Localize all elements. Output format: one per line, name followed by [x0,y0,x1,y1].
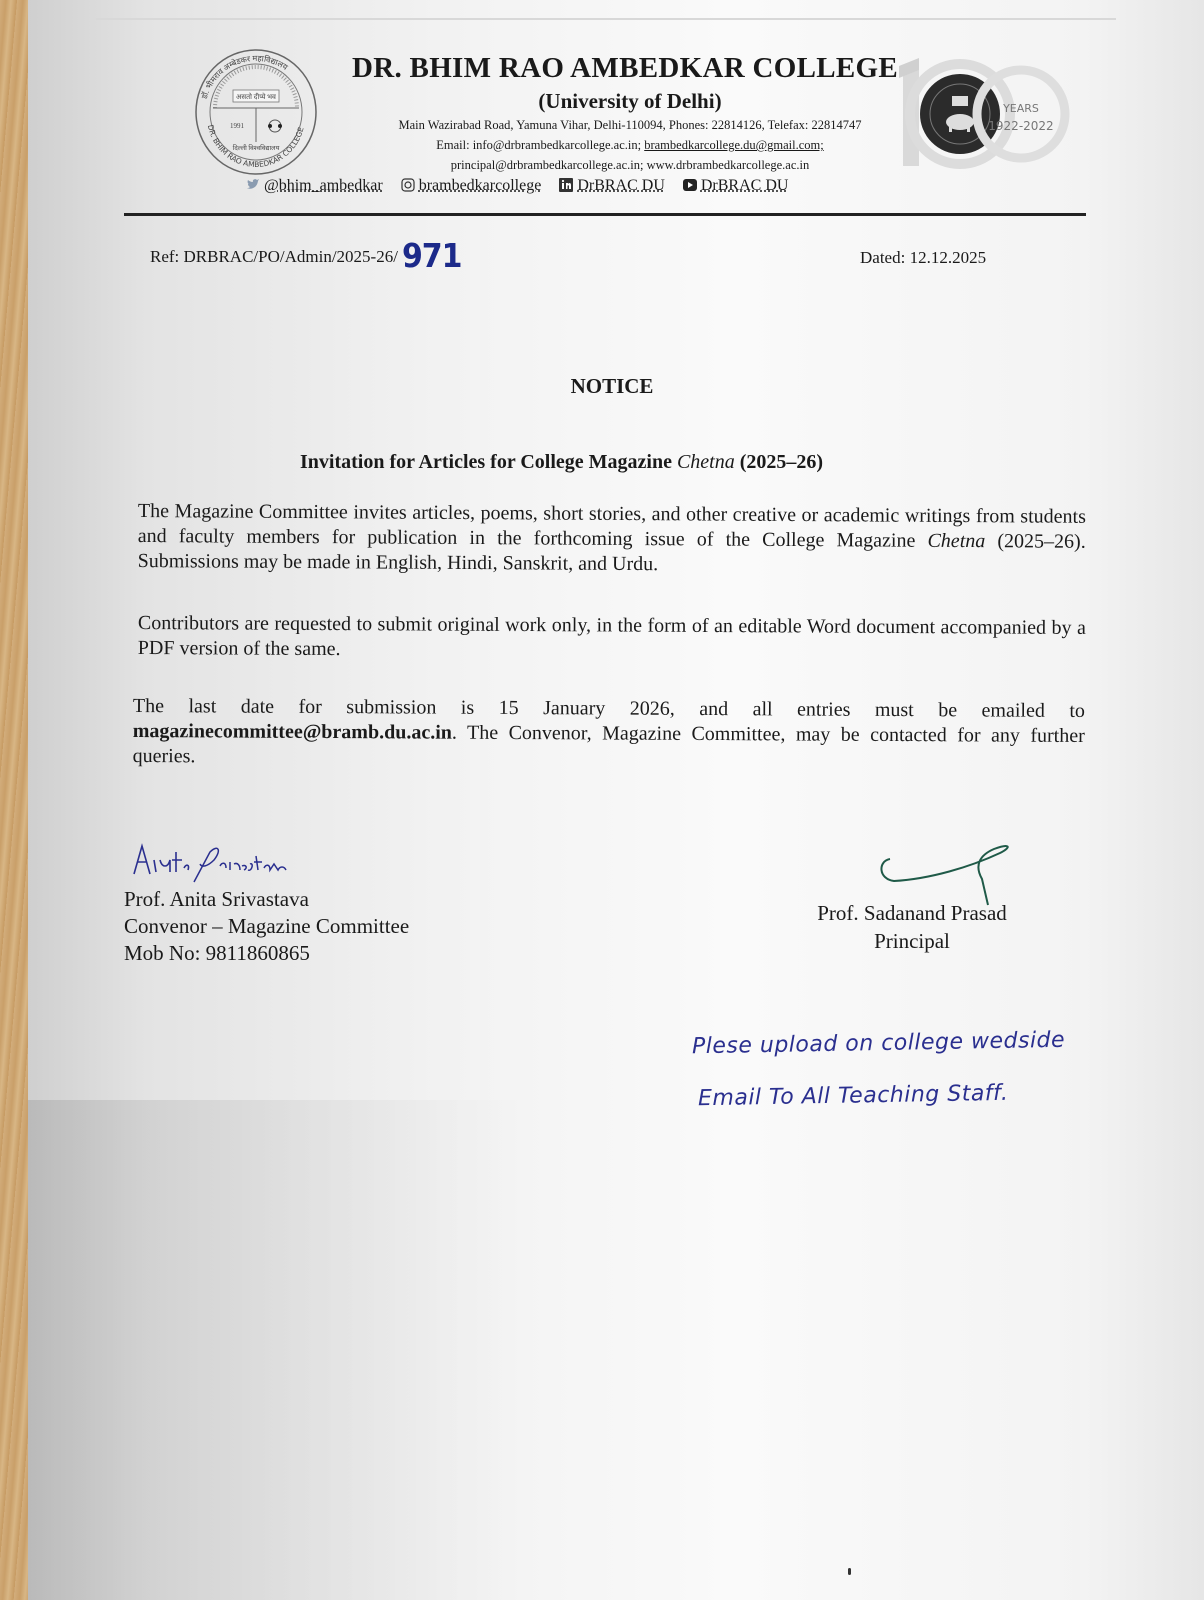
ref-label: Ref: DRBRAC/PO/Admin/2025-26/ [150,247,398,266]
paragraph-format: Contributors are requested to submit original work only, in the form of an editable Word document accompanied by a PDF version of the same. [137,612,1086,661]
centenary-range: 1922-2022 [988,119,1054,133]
twitter-icon [246,178,260,192]
date: Dated: 12.12.2025 [860,248,987,267]
subject-magazine-name: Chetna [676,451,735,473]
seal-university-text: दिल्ली विश्वविद्यालय [232,145,280,152]
para1-text-b: (2025–26). Submissions may be made in English, Hindi, Sanskrit, and Urdu. [137,530,1086,576]
social-linkedin[interactable]: DrBRAC DU [559,177,665,195]
page-top-edge [96,18,1116,20]
college-name: DR. BHIM RAO AMBEDKAR COLLEGE [351,52,899,84]
email-website-line[interactable]: principal@drbrambedkarcollege.ac.in; www.drbrambedkarcollege.ac.in [450,158,810,172]
social-twitter[interactable]: @bhim_ambedkar [246,177,383,195]
notice-heading: NOTICE [570,374,654,398]
linkedin-icon [559,178,573,192]
subject-year: (2025–26) [734,451,824,473]
seal-year: 1991 [230,122,244,130]
instagram-icon [401,178,415,192]
centenary-years-label: YEARS [1003,102,1039,115]
email-alternate-link[interactable]: brambedkarcollege.du@gmail.com; [644,138,824,152]
handwritten-note-line1: Plese upload on college wedside [691,1027,1066,1060]
convenor-block [124,886,409,967]
email-line [330,137,930,154]
para3-text-b: . The Convenor, Magazine Committee, may be contacted for any further queries. [132,721,1085,768]
handwritten-note-line2: Email To All Teaching Staff. [697,1080,1009,1112]
principal-designation: Principal [874,929,950,953]
social-instagram[interactable]: brambedkarcollege [401,177,542,195]
convenor-name: Prof. Anita Srivastava [124,887,309,911]
principal-name: Prof. Sadanand Prasad [817,901,1007,925]
ref-handwritten-number: 971 [401,237,462,276]
email-primary[interactable]: Email: info@drbrambedkarcollege.ac.in; [436,138,645,152]
convenor-mobile: Mob No: 9811860865 [124,941,310,965]
convenor-designation: Convenor – Magazine Committee [124,914,410,938]
address-line: Main Wazirabad Road, Yamuna Vihar, Delhi-110094, Phones: 22814126, Telefax: 22814747 [398,118,862,132]
header-divider [124,213,1086,216]
paper-speck [848,1568,851,1575]
seal-english-arc: DR. BHIM RAO AMBEDKAR COLLEGE [205,123,306,170]
paragraph-invitation [138,499,1086,580]
para1-magazine-name: Chetna [927,529,986,553]
notice-subject [300,451,823,474]
centenary-logo [895,56,1070,176]
letterhead-text [330,52,930,174]
youtube-icon [683,178,697,192]
handwritten-note [692,1018,1065,1122]
seal-hindi-arc: डॉ. भीमराव अम्बेडकर महाविद्यालय [199,53,290,100]
para3-text-a: The last date for submission is 15 January 2026, and all entries must be emailed to [132,695,1085,722]
social-media-row [246,177,802,195]
university-name: (University of Delhi) [538,89,722,113]
convenor-signature [130,838,310,884]
seal-motto: असतो दीप्ये भव [236,93,276,101]
page-shadow [28,1100,528,1600]
paragraph-deadline [133,694,1085,774]
principal-block [802,899,1022,955]
subject-text: Invitation for Articles for College Magazine [300,451,677,473]
reference-number [150,239,462,274]
para1-text-a: The Magazine Committee invites articles, poems, short stories, and other creative or academic writings from students and faculty members for publication in the forthcoming issue of the College Magazine [137,499,1086,552]
college-seal-logo [193,46,319,182]
social-youtube[interactable]: DrBRAC DU [683,177,789,195]
submission-email-link[interactable]: magazinecommittee@bramb.du.ac.in [132,719,452,744]
